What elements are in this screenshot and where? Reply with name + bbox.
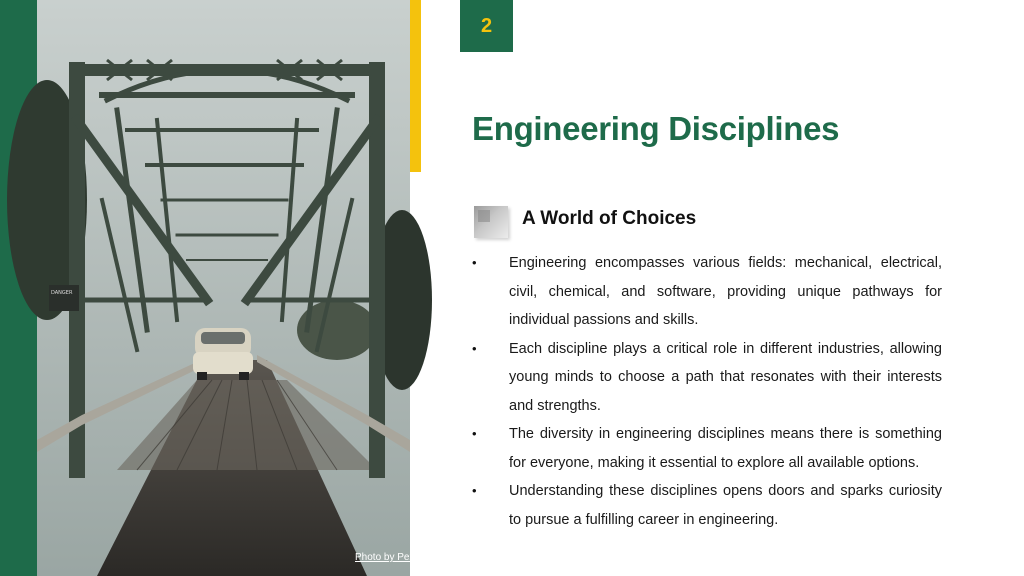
- yellow-accent-bar: [410, 0, 421, 172]
- photo-credit-link[interactable]: Photo by Pexels: [355, 552, 428, 563]
- section-heading: A World of Choices: [522, 208, 697, 229]
- bridge-illustration: [37, 0, 410, 576]
- list-item: [470, 249, 942, 335]
- bullet-dot-icon: •: [472, 426, 477, 441]
- bullet-dot-icon: •: [472, 255, 477, 270]
- danger-sign-text: DANGER: [51, 290, 73, 296]
- bullet-text: Each discipline plays a critical role in different industries, allowing young minds to choose a path that resonates with their interests and strengths.: [509, 340, 942, 414]
- bridge-photo: [37, 0, 428, 576]
- bullet-dot-icon: •: [472, 483, 477, 498]
- bullet-list: [470, 249, 942, 534]
- bullet-text: Engineering encompasses various fields: mechanical, electrical, civil, chemical, and software, providing unique pathways for individual passions and skills.: [509, 255, 942, 328]
- image-placeholder-icon: [474, 206, 508, 238]
- bullet-dot-icon: •: [472, 340, 477, 356]
- list-item: [470, 420, 942, 477]
- bullet-text: The diversity in engineering disciplines means there is something for everyone, making it essential to explore all available options.: [509, 426, 942, 471]
- list-item: [470, 477, 942, 534]
- page-title: Engineering Disciplines: [472, 110, 840, 147]
- list-item: [470, 335, 942, 421]
- bullet-text: Understanding these disciplines opens doors and sparks curiosity to pursue a fulfilling career in engineering.: [509, 483, 942, 528]
- page-number-badge: 2: [460, 0, 513, 52]
